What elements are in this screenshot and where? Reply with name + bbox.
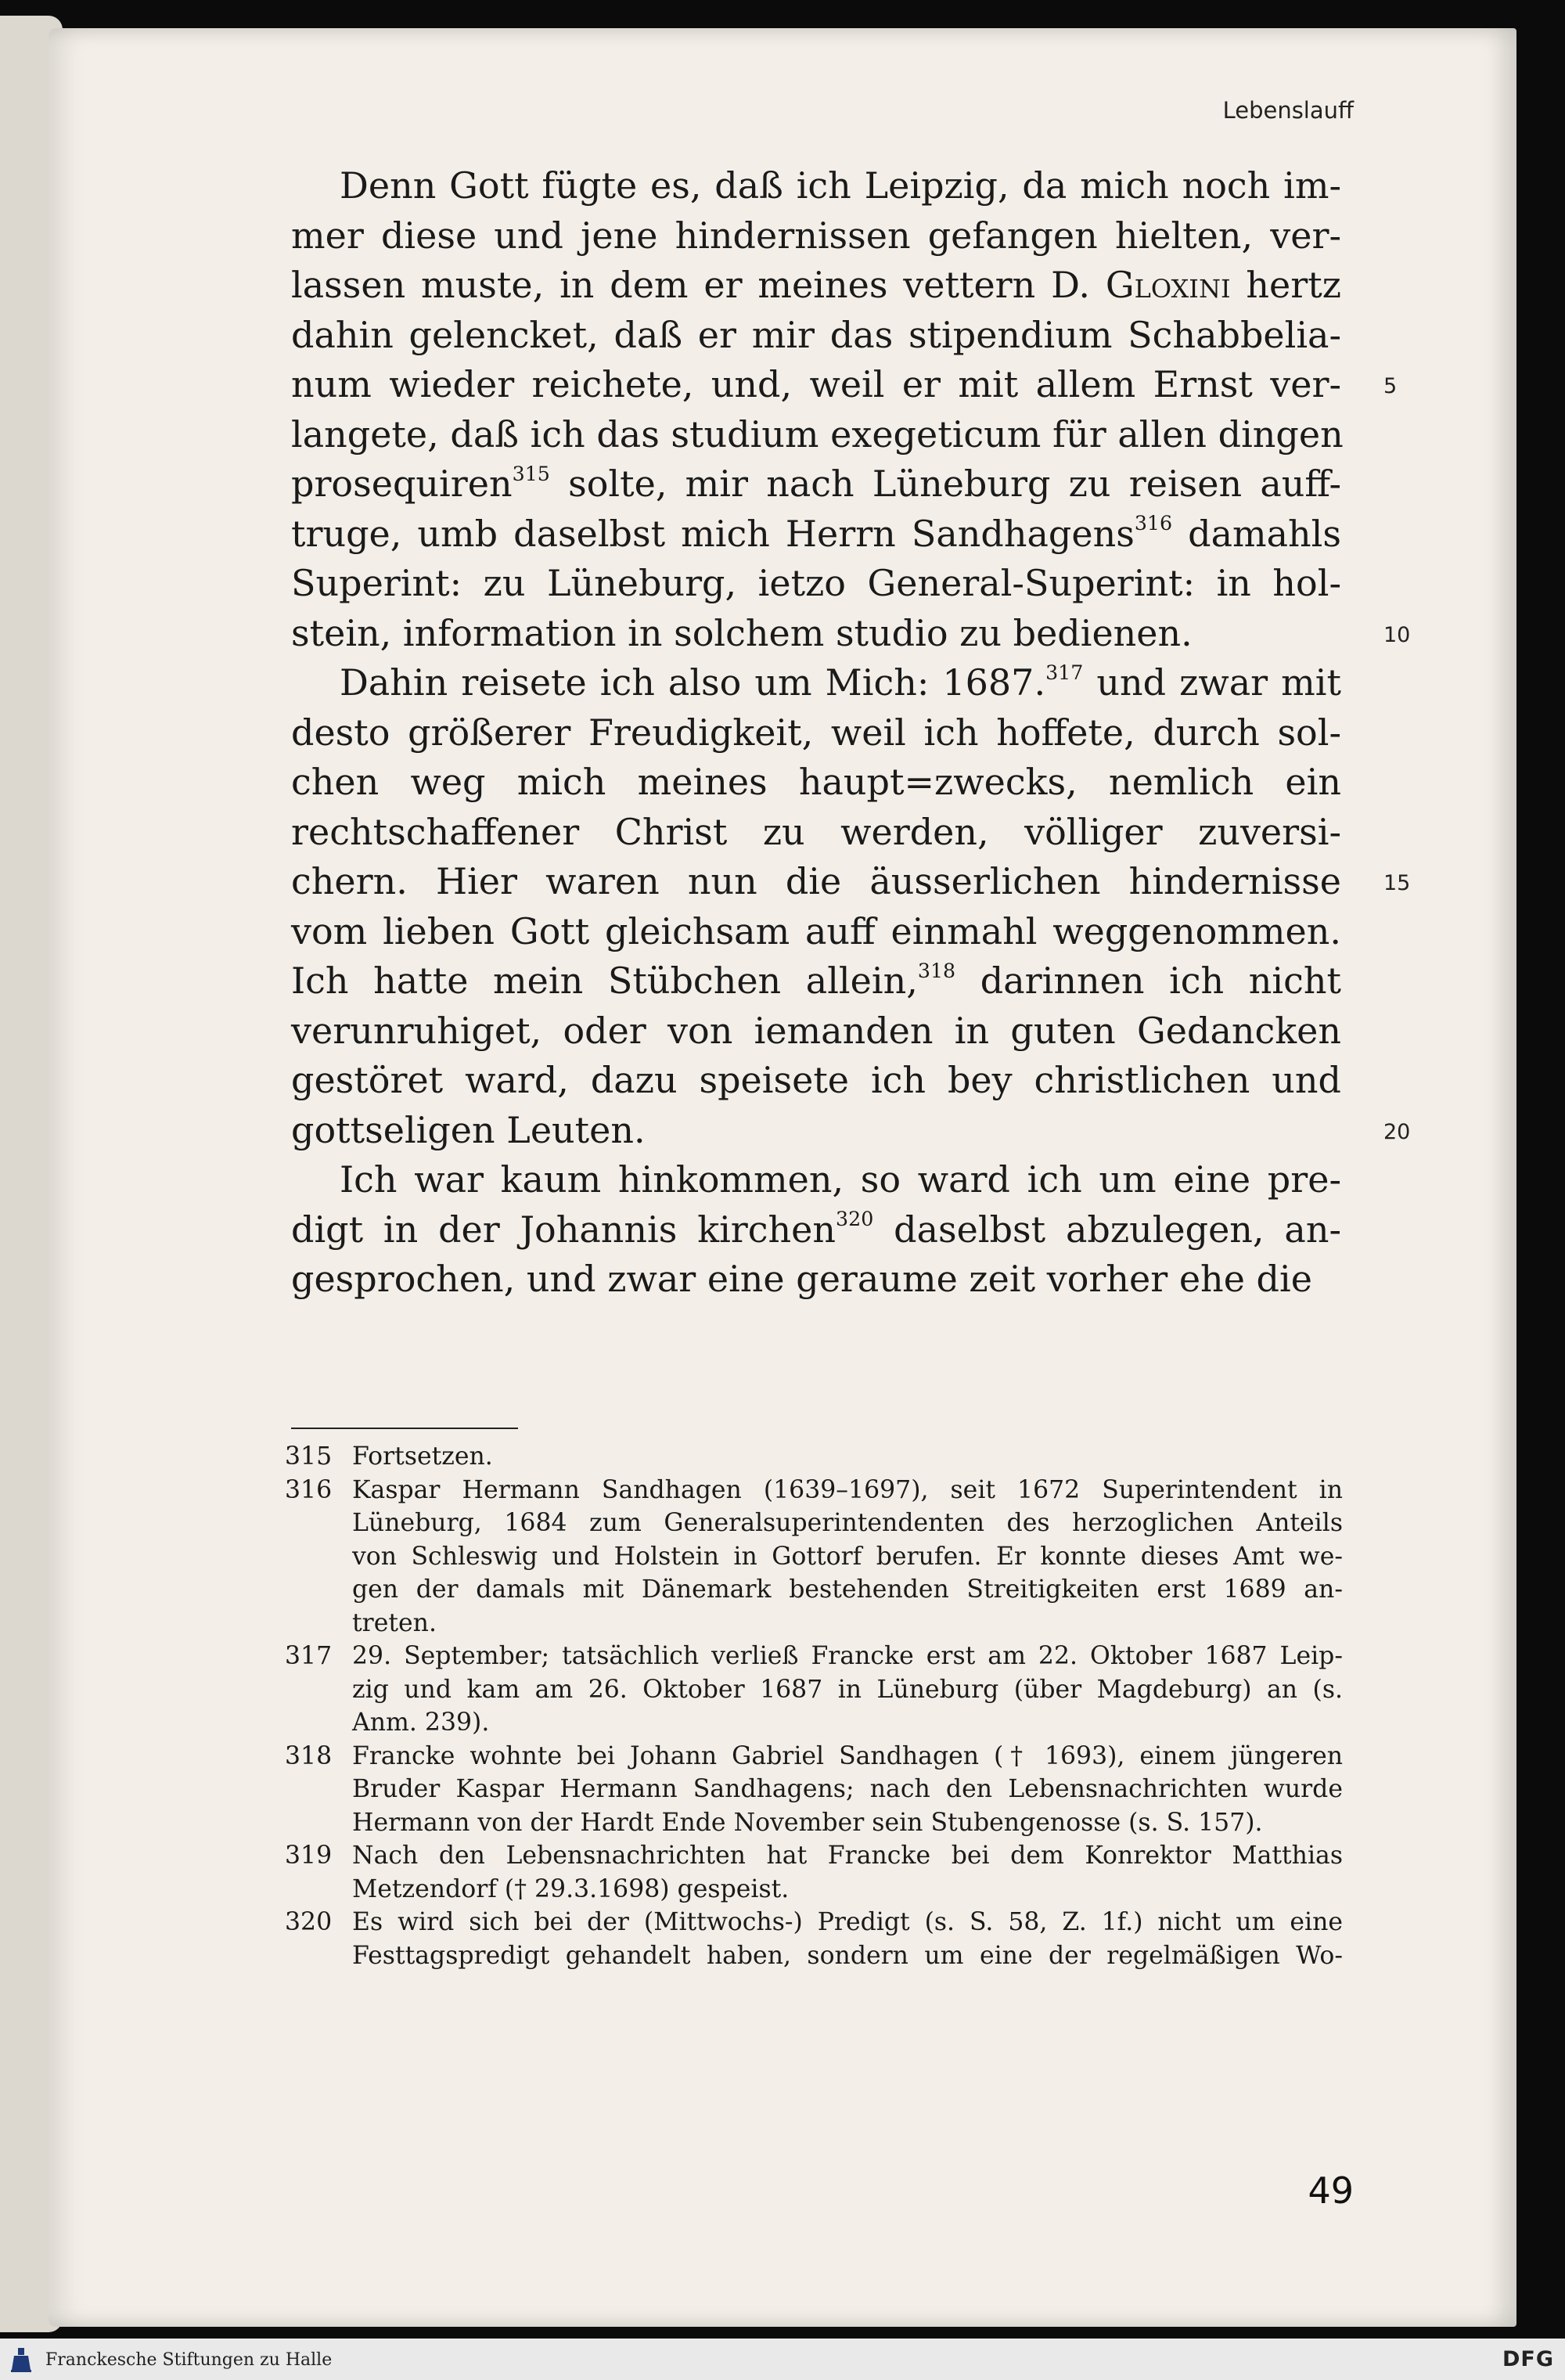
footnote-line: Lüneburg, 1684 zum Generalsuperintendenten des herzoglichen Anteils <box>352 1509 1343 1537</box>
body-line: desto größerer Freudigkeit, weil ich hoffete, durch sol- <box>291 711 1341 754</box>
body-line: chen weg mich meines haupt=zwecks, nemlich ein <box>291 761 1341 803</box>
body-line: vom lieben Gott gleichsam auff einmahl weggenommen. <box>291 909 1341 952</box>
institution-name[interactable]: Franckesche Stiftungen zu Halle <box>45 2350 333 2370</box>
footnote-line: Francke wohnte bei Johann Gabriel Sandhagen († 1693), einem jüngeren <box>352 1741 1343 1770</box>
body-line: Ich hatte mein Stübchen allein,$^{318}$ darinnen ich nicht <box>291 959 1342 1002</box>
line-number: 10 <box>1383 622 1411 647</box>
footnote-reference[interactable]: 315 <box>512 462 550 485</box>
page-number: 49 <box>1308 2169 1354 2212</box>
body-line: Dahin reisete ich also um Mich: 1687.$^{317}$ und zwar mit <box>340 661 1341 704</box>
footnote-number: 319 <box>285 1842 333 1870</box>
footnote <box>285 1740 1343 1840</box>
footnote <box>285 1906 1343 1972</box>
body-line: mer diese und jene hindernissen gefangen hielten, ver- <box>291 214 1341 257</box>
footnote-line: von Schleswig und Holstein in Gottorf berufen. Er konnte dieses Amt we- <box>352 1542 1343 1571</box>
footnote-number: 317 <box>285 1642 333 1670</box>
footnote <box>285 1640 1343 1740</box>
footnote-line: 29. September; tatsächlich verließ Francke erst am 22. Oktober 1687 Leip- <box>352 1642 1343 1670</box>
footnote-reference[interactable]: 320 <box>836 1208 874 1231</box>
line-number: 5 <box>1383 374 1398 398</box>
body-line: rechtschaffener Christ zu werden, völliger zuversi- <box>291 810 1341 853</box>
body-line: num wieder reichete, und, weil er mit allem Ernst ver- <box>291 363 1341 405</box>
body-line: verunruhiget, oder von iemanden in guten Gedancken <box>291 1009 1341 1052</box>
footnote-line: treten. <box>352 1608 437 1637</box>
footnote-number: 318 <box>285 1741 333 1770</box>
body-line: gesprochen, und zwar eine geraume zeit vorher ehe die <box>291 1258 1312 1300</box>
dfg-logo: DFG <box>1502 2347 1554 2371</box>
body-line: gottseligen Leuten. <box>291 1108 646 1151</box>
footnote <box>285 1440 1343 1474</box>
body-text <box>291 161 1344 1305</box>
footnote-line: Kaspar Hermann Sandhagen (1639–1697), seit 1672 Superintendent in <box>352 1475 1343 1504</box>
footnote-line: Bruder Kaspar Hermann Sandhagens; nach den Lebensnachrichten wurde <box>352 1775 1343 1803</box>
body-line: truge, umb daselbst mich Herrn Sandhagens$^{316}$ damahls <box>291 512 1341 555</box>
footnote-reference[interactable]: 318 <box>917 959 956 982</box>
footnote <box>285 1474 1343 1640</box>
footnote-number: 315 <box>285 1442 333 1471</box>
footnote-line: Es wird sich bei der (Mittwochs-) Predigt (s. S. 58, Z. 1f.) nicht um eine <box>352 1908 1343 1936</box>
body-line: stein, information in solchem studio zu bedienen. <box>291 611 1193 654</box>
institution-logo-icon <box>9 2346 33 2373</box>
footnote-number: 316 <box>285 1475 333 1504</box>
line-number: 20 <box>1383 1119 1411 1144</box>
footnote-line: gen der damals mit Dänemark bestehenden Streitigkeiten erst 1689 an- <box>352 1575 1343 1604</box>
line-number: 15 <box>1383 871 1411 895</box>
footnote-line: Anm. 239). <box>352 1708 490 1737</box>
body-line: prosequiren$^{315}$ solte, mir nach Lüneburg zu reisen auff- <box>291 462 1341 505</box>
body-line: langete, daß ich das studium exegeticum für allen dingen <box>291 412 1344 455</box>
footnote-line: Fortsetzen. <box>352 1442 493 1471</box>
body-line: Ich war kaum hinkommen, so ward ich um eine pre- <box>340 1158 1341 1201</box>
viewer-footer-bar <box>0 2339 1565 2380</box>
footnote-line: zig und kam am 26. Oktober 1687 in Lüneburg (über Magdeburg) an (s. <box>352 1675 1343 1704</box>
body-line: gestöret ward, dazu speisete ich bey christlichen und <box>291 1059 1341 1101</box>
footnote-line: Nach den Lebensnachrichten hat Francke bei dem Konrektor Matthias <box>352 1842 1343 1870</box>
body-line: Superint: zu Lüneburg, ietzo General-Superint: in hol- <box>291 562 1341 604</box>
footnote <box>285 1839 1343 1906</box>
footnote-number: 320 <box>285 1908 333 1936</box>
footnotes <box>285 1440 1343 1972</box>
footnote-reference[interactable]: 316 <box>1134 512 1173 535</box>
footnote-line: Festtagspredigt gehandelt haben, sondern um eine der regelmäßigen Wo- <box>352 1941 1343 1970</box>
body-line: chern. Hier waren nun die äusserlichen hindernisse <box>291 860 1341 902</box>
body-line: lassen muste, in dem er meines vettern D. Gloxini hertz <box>291 264 1341 306</box>
footnote-rule <box>291 1428 518 1429</box>
small-caps-name: Gloxini <box>1105 264 1231 306</box>
body-line: Denn Gott fügte es, daß ich Leipzig, da mich noch im- <box>340 164 1341 207</box>
footnote-reference[interactable]: 317 <box>1045 661 1084 684</box>
running-head: Lebenslauff <box>1222 97 1354 124</box>
body-line: digt in der Johannis kirchen$^{320}$ daselbst abzulegen, an- <box>291 1208 1341 1251</box>
footnote-line: Metzendorf († 29.3.1698) gespeist. <box>352 1874 790 1903</box>
body-line: dahin gelencket, daß er mir das stipendium Schabbelia- <box>291 313 1341 356</box>
footnote-line: Hermann von der Hardt Ende November sein Stubengenosse (s. S. 157). <box>352 1808 1263 1837</box>
